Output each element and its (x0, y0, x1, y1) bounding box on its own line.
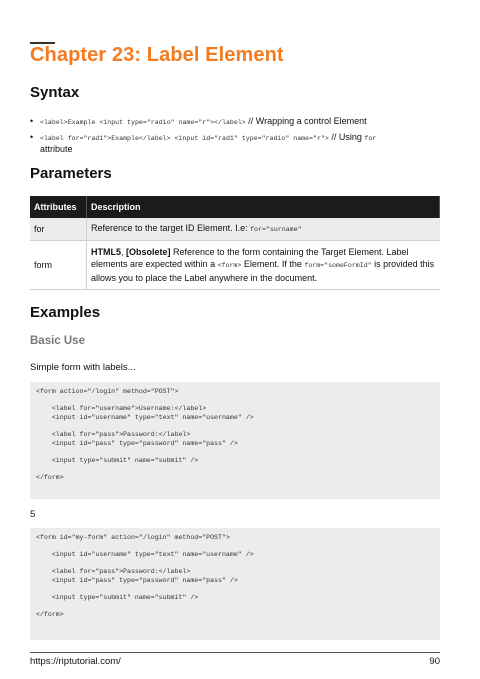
basic-use-heading: Basic Use (30, 335, 85, 347)
attr-cell: form (30, 241, 87, 290)
desc-code: for="surname" (250, 226, 302, 233)
syntax-code: <label for="rad1">Example</label> <input id="rad1" type="radio" name="r"> (40, 135, 329, 142)
between-text: 5 (30, 509, 36, 520)
code-line: <input id="pass" type="password" name="pass" /> (36, 439, 238, 447)
code-line: <form id="my-form" action="/login" method="POST"> (36, 534, 230, 541)
desc-bold-obsolete: [Obsolete] (126, 247, 171, 257)
syntax-list (30, 116, 440, 159)
code-line (36, 543, 434, 552)
code-line (36, 603, 434, 612)
code-block (30, 528, 440, 640)
syntax-code-for: for (364, 135, 377, 142)
code-line (36, 586, 434, 595)
code-line (36, 465, 434, 474)
code-line (36, 560, 434, 569)
syntax-item (30, 116, 440, 128)
attr-cell: for (30, 218, 87, 241)
page-number: 90 (429, 656, 440, 667)
code-line (36, 448, 434, 457)
code-line: <input type="submit" name="submit" /> (36, 594, 199, 602)
syntax-comment: // Using (328, 132, 365, 142)
code-line: <label for="username">Username:</label> (36, 405, 207, 413)
table-row (30, 218, 440, 241)
column-header-description: Description (87, 196, 440, 218)
bullet-icon: • (30, 132, 34, 142)
code-line: <input id="username" type="text" name="username" /> (36, 413, 254, 421)
parameters-table (30, 196, 440, 290)
parameters-heading: Parameters (30, 165, 112, 182)
bullet-icon: • (30, 116, 34, 126)
chapter-title: Chapter 23: Label Element (30, 44, 284, 66)
code-line: <label for="pass">Password:</label> (36, 430, 191, 438)
desc-text: Reference to the form containing the Target Element. Label elements are expected within a (91, 247, 409, 269)
column-header-attributes: Attributes (30, 196, 87, 218)
code-line: </form> (36, 473, 64, 481)
desc-text: is provided this allows you to place the Label anywhere in the document. (91, 259, 435, 283)
code-line: <label for="pass">Password:</label> (36, 568, 191, 576)
syntax-comment-cont: attribute (40, 144, 73, 154)
desc-text: Reference to the target ID Element. I.e: (91, 223, 251, 233)
footer-rule (30, 652, 440, 653)
code-line: <input id="pass" type="password" name="pass" /> (36, 576, 238, 584)
code-line (36, 422, 434, 431)
examples-heading: Examples (30, 304, 101, 321)
footer-url: https://riptutorial.com/ (30, 656, 121, 667)
syntax-item (30, 132, 440, 155)
intro-text: Simple form with labels... (30, 362, 136, 373)
desc-bold: HTML5 (91, 247, 121, 257)
desc-cell (87, 218, 440, 241)
code-line: </form> (36, 611, 64, 619)
syntax-comment: // Wrapping a control Element (245, 116, 367, 126)
code-block (30, 382, 440, 499)
desc-code: form="someFormId" (304, 262, 372, 269)
desc-cell: HTML5, [Obsolete] Reference to the form containing the Target Element. Label elements are expected within a <form> Element. If the form="someFormId" is provided this allows you to place the Label anywhere in the document. (87, 241, 440, 290)
code-line: <input type="submit" name="submit" /> (36, 456, 199, 464)
code-line (36, 397, 434, 406)
code-line: <form action="/login" method="POST"> (36, 388, 179, 395)
syntax-code: <label>Example <input type="radio" name="r"></label> (40, 119, 246, 126)
table-row (30, 241, 440, 290)
desc-text: Element. If the (241, 259, 305, 269)
syntax-heading: Syntax (30, 84, 80, 101)
desc-code: <form> (217, 262, 242, 269)
table-header-row (30, 196, 440, 218)
code-line: <input id="username" type="text" name="username" /> (36, 551, 254, 559)
